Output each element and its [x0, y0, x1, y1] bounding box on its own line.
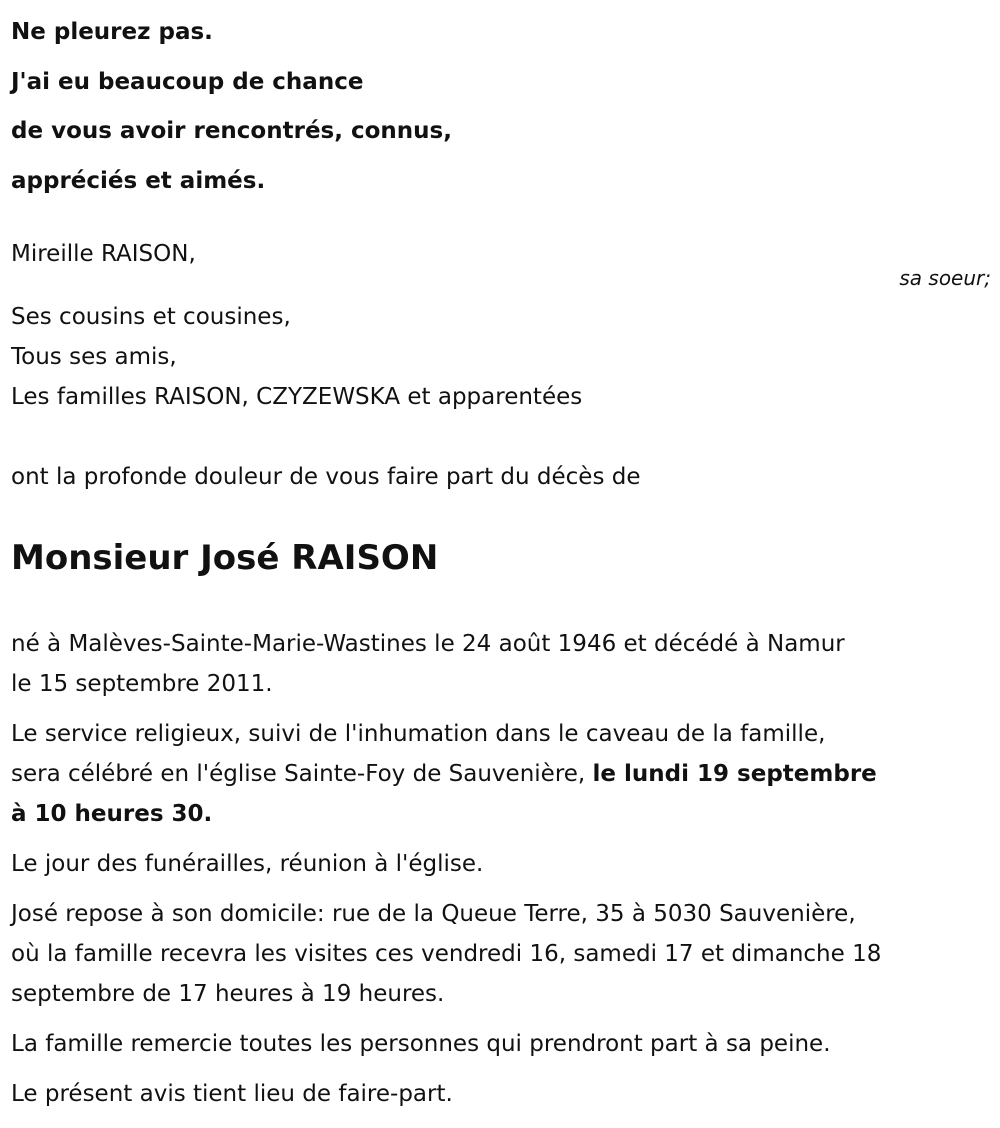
- birth-death-paragraph: [11, 624, 991, 704]
- relatives-line: Tous ses amis,: [11, 344, 177, 370]
- service-paragraph: [11, 714, 991, 834]
- reunion-paragraph: Le jour des funérailles, réunion à l'église.: [11, 851, 484, 877]
- poem-line: Ne pleurez pas.: [11, 19, 213, 45]
- poem-line: appréciés et aimés.: [11, 167, 266, 194]
- service-location-text: sera célébré en l'église Sainte-Foy de Sauvenière,: [11, 761, 593, 787]
- rest-line: José repose à son domicile: rue de la Queue Terre, 35 à 5030 Sauvenière,: [11, 901, 856, 927]
- notice-paragraph: Le présent avis tient lieu de faire-part.: [11, 1081, 453, 1107]
- service-time: à 10 heures 30.: [11, 801, 213, 827]
- deceased-name: Monsieur José RAISON: [11, 538, 439, 578]
- birth-death-line: né à Malèves-Sainte-Marie-Wastines le 24 août 1946 et décédé à Namur: [11, 631, 845, 657]
- details: [11, 624, 991, 1124]
- poem: [11, 8, 452, 206]
- sister-relation: sa soeur;: [899, 266, 991, 290]
- service-date: le lundi 19 septembre: [592, 761, 877, 787]
- relatives-list: [11, 297, 582, 417]
- poem-line: de vous avoir rencontrés, connus,: [11, 118, 452, 144]
- service-line: Le service religieux, suivi de l'inhumation dans le caveau de la famille,: [11, 721, 826, 747]
- poem-line: J'ai eu beaucoup de chance: [11, 68, 364, 95]
- sister-name: Mireille RAISON,: [11, 241, 196, 267]
- rest-paragraph: [11, 894, 991, 1014]
- announcement: ont la profonde douleur de vous faire part du décès de: [11, 464, 641, 490]
- rest-line: où la famille recevra les visites ces vendredi 16, samedi 17 et dimanche 18: [11, 941, 882, 967]
- relatives-line: Les familles RAISON, CZYZEWSKA et apparentées: [11, 384, 583, 410]
- relatives-line: Ses cousins et cousines,: [11, 304, 291, 330]
- birth-death-line: le 15 septembre 2011.: [11, 671, 273, 697]
- rest-line: septembre de 17 heures à 19 heures.: [11, 981, 445, 1007]
- service-line: [11, 754, 991, 794]
- thanks-paragraph: La famille remercie toutes les personnes qui prendront part à sa peine.: [11, 1031, 831, 1057]
